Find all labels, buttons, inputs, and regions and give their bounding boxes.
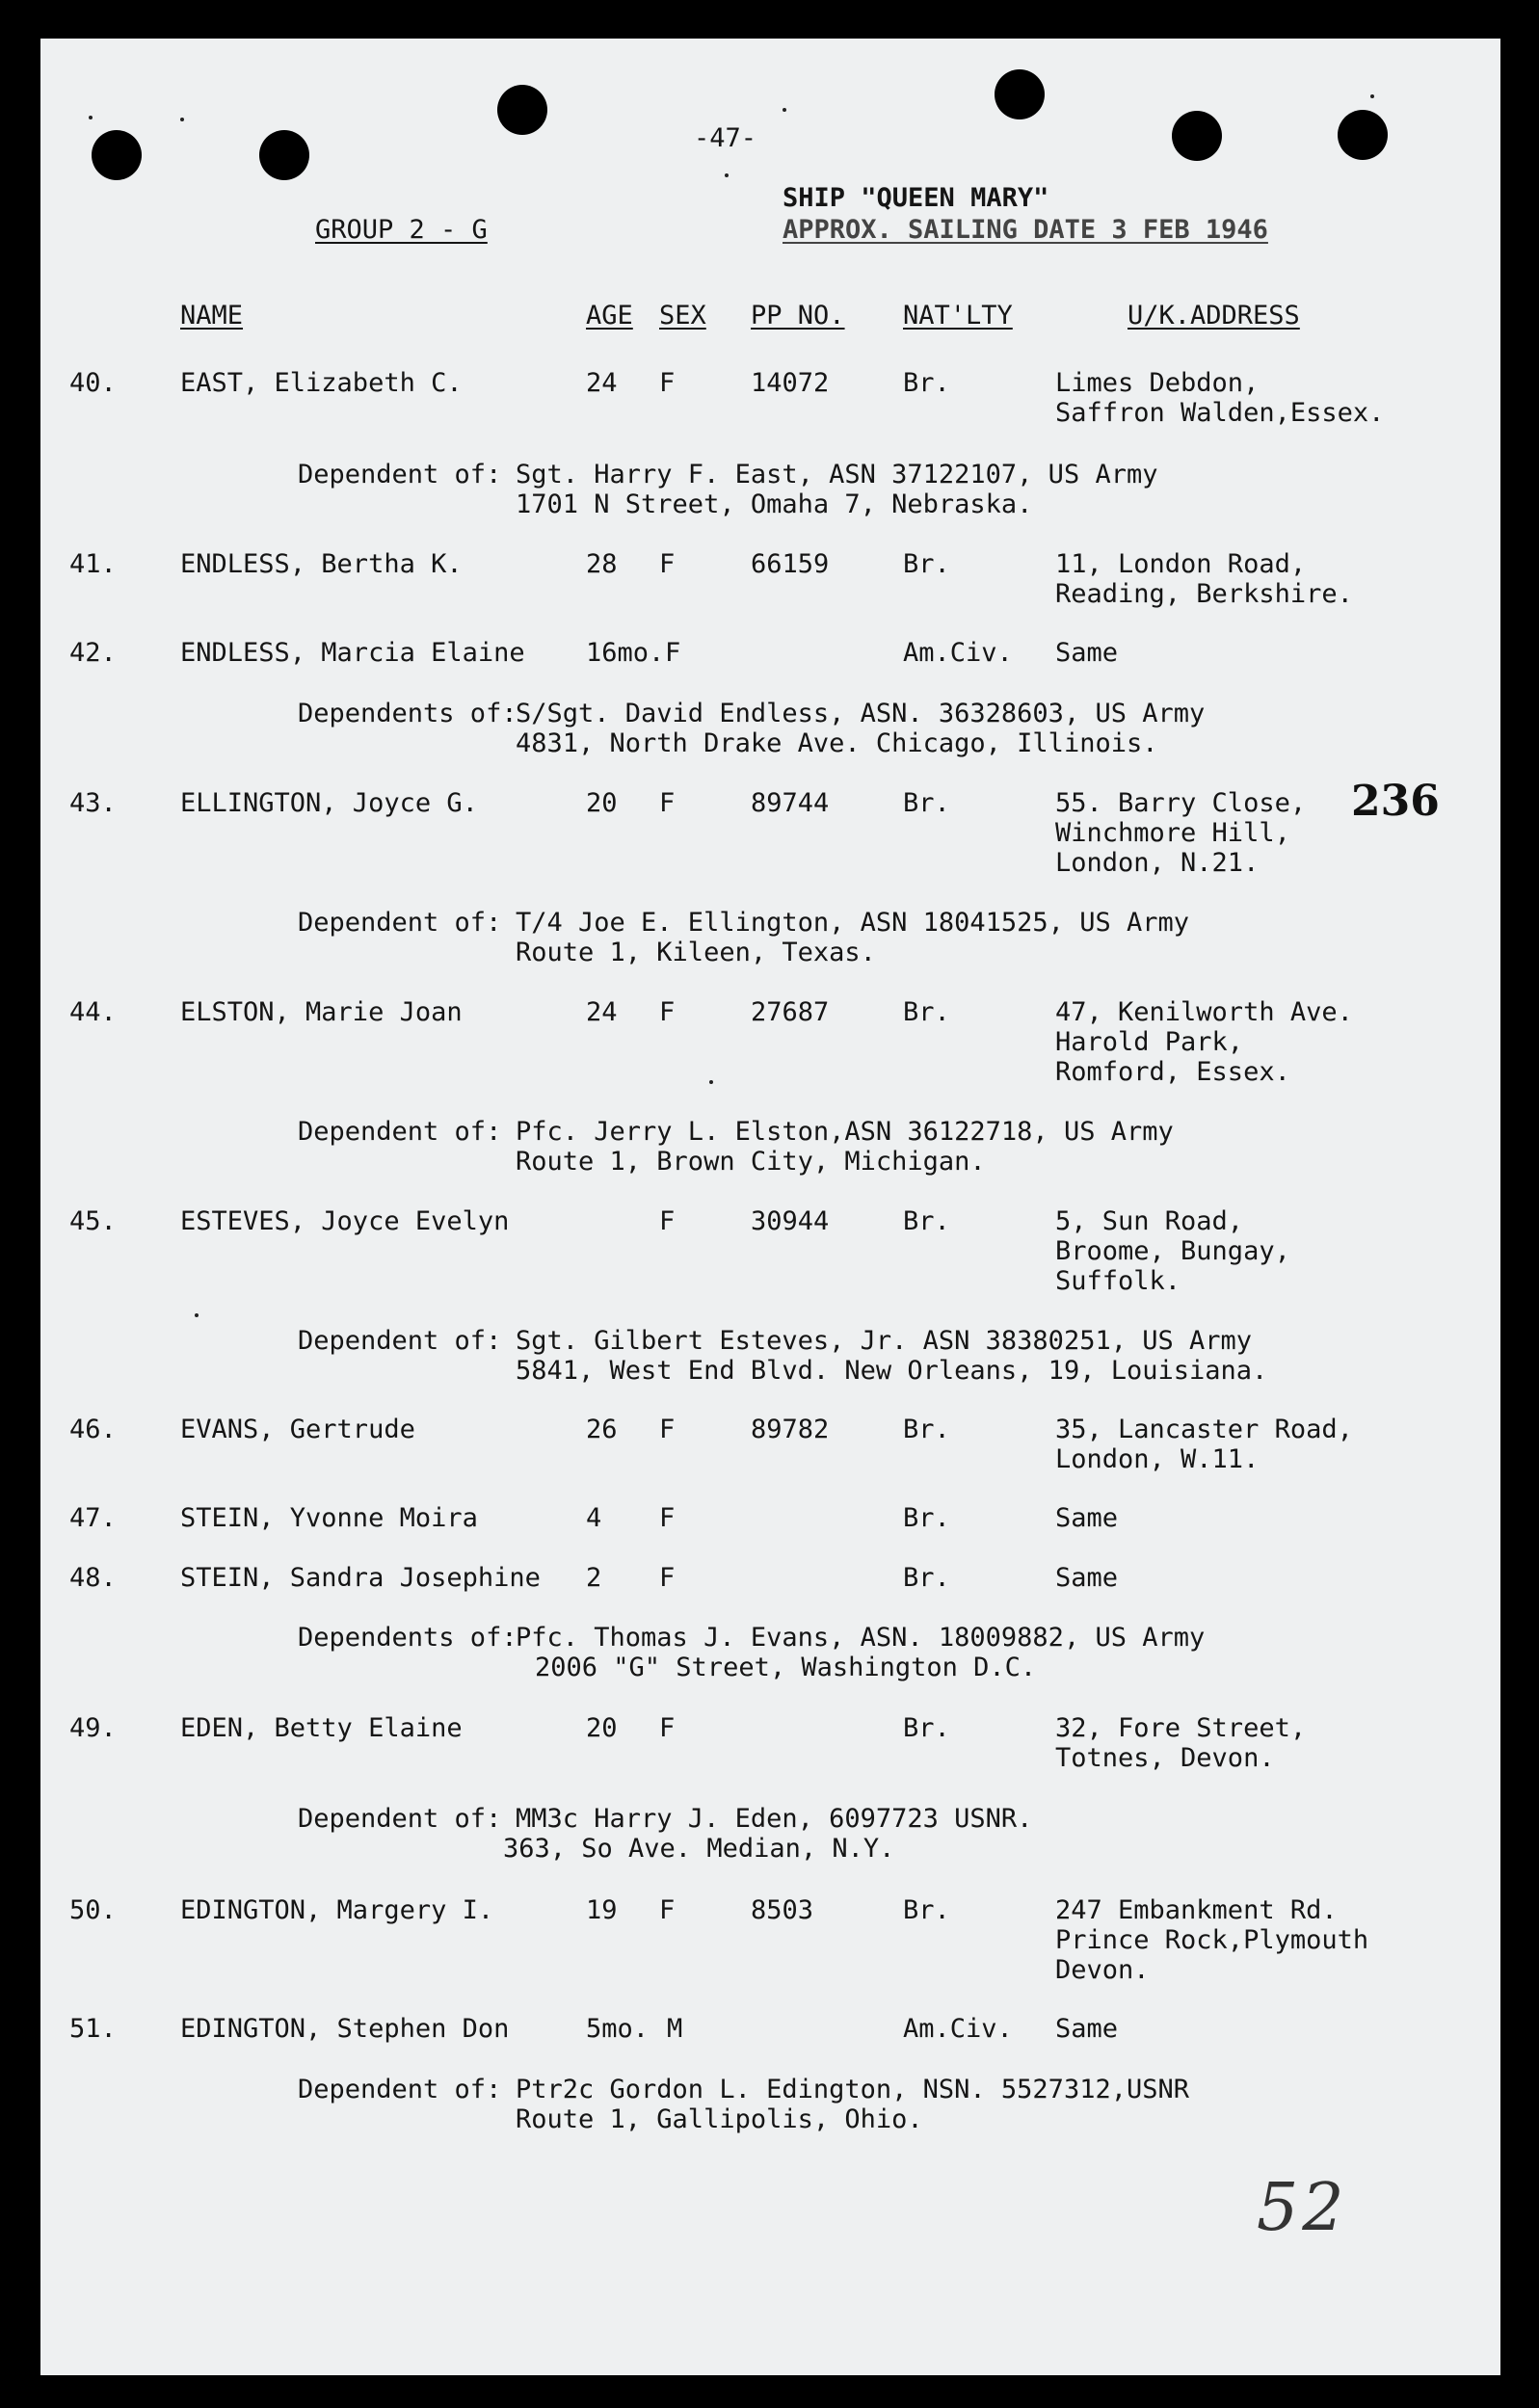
dependent-sponsor: S/Sgt. David Endless, ASN. 36328603, US Army	[516, 699, 1206, 728]
entry-number: 46.	[69, 1415, 117, 1444]
dependent-label: Dependent of:	[298, 1117, 502, 1147]
entry-name: STEIN, Yvonne Moira	[180, 1503, 478, 1533]
dependent-address: Route 1, Kileen, Texas.	[516, 938, 876, 967]
entry-address-line: Same	[1055, 1503, 1119, 1533]
dependent-label: Dependents of:	[298, 1623, 517, 1653]
dependent-label: Dependent of:	[298, 2075, 502, 2104]
entry-number: 45.	[69, 1206, 117, 1236]
entry-address-line: Winchmore Hill,	[1055, 818, 1290, 848]
column-header-address: U/K.ADDRESS	[1128, 301, 1300, 331]
entry-pp-no: 27687	[751, 997, 830, 1027]
entry-pp-no: 30944	[751, 1206, 830, 1236]
entry-address-line: 247 Embankment Rd.	[1055, 1895, 1338, 1925]
punch-hole-5	[1172, 111, 1222, 161]
entry-sex: F	[659, 997, 676, 1027]
entry-address-line: Broome, Bungay,	[1055, 1236, 1290, 1266]
entry-address-line: Same	[1055, 638, 1119, 668]
entry-name: ELLINGTON, Joyce G.	[180, 788, 478, 818]
dependent-address: 2006 "G" Street, Washington D.C.	[535, 1653, 1037, 1682]
entry-nationality: Br.	[903, 1563, 950, 1593]
entry-sex: F	[659, 1503, 676, 1533]
entry-age: 26	[586, 1415, 618, 1444]
entry-name: ESTEVES, Joyce Evelyn	[180, 1206, 510, 1236]
column-header-name: NAME	[180, 301, 244, 331]
entry-nationality: Br.	[903, 1713, 950, 1743]
speck	[709, 1080, 713, 1084]
entry-number: 44.	[69, 997, 117, 1027]
group-label: GROUP 2 - G	[315, 215, 488, 245]
dependent-label: Dependent of:	[298, 1326, 502, 1356]
entry-number: 50.	[69, 1895, 117, 1925]
entry-age: 5mo.	[586, 2014, 650, 2044]
entry-nationality: Br.	[903, 1415, 950, 1444]
entry-sex: M	[667, 2014, 683, 2044]
entry-address-line: 11, London Road,	[1055, 549, 1307, 579]
entry-nationality: Am.Civ.	[903, 2014, 1013, 2044]
dependent-sponsor: T/4 Joe E. Ellington, ASN 18041525, US Army	[516, 908, 1189, 938]
entry-sex: F	[659, 1713, 676, 1743]
entry-nationality: Br.	[903, 997, 950, 1027]
column-header-pp-no: PP NO.	[751, 301, 845, 331]
entry-sex: F	[665, 638, 681, 668]
entry-address-line: Totnes, Devon.	[1055, 1743, 1275, 1773]
entry-nationality: Br.	[903, 1206, 950, 1236]
entry-number: 48.	[69, 1563, 117, 1593]
entry-address-line: Reading, Berkshire.	[1055, 579, 1353, 609]
entry-number: 43.	[69, 788, 117, 818]
dependent-label: Dependent of:	[298, 1804, 502, 1834]
entry-name: EDEN, Betty Elaine	[180, 1713, 463, 1743]
entry-name: ELSTON, Marie Joan	[180, 997, 463, 1027]
entry-address-line: Saffron Walden,Essex.	[1055, 398, 1385, 428]
dependent-sponsor: Pfc. Thomas J. Evans, ASN. 18009882, US Army	[516, 1623, 1206, 1653]
entry-nationality: Br.	[903, 788, 950, 818]
entry-address-line: Harold Park,	[1055, 1027, 1244, 1057]
entry-address-line: 35, Lancaster Road,	[1055, 1415, 1353, 1444]
entry-address-line: 32, Fore Street,	[1055, 1713, 1307, 1743]
entry-address-line: Devon.	[1055, 1955, 1150, 1985]
speck	[783, 108, 786, 112]
entry-sex: F	[659, 1415, 676, 1444]
entry-pp-no: 89782	[751, 1415, 830, 1444]
entry-number: 51.	[69, 2014, 117, 2044]
dependent-sponsor: Sgt. Gilbert Esteves, Jr. ASN 38380251, US Army	[516, 1326, 1253, 1356]
entry-sex: F	[659, 1563, 676, 1593]
speck	[1370, 94, 1374, 98]
entry-address-line: 55. Barry Close,	[1055, 788, 1307, 818]
entry-sex: F	[659, 549, 676, 579]
speck	[180, 118, 184, 121]
speck	[89, 116, 93, 119]
entry-nationality: Br.	[903, 1895, 950, 1925]
entry-name: ENDLESS, Bertha K.	[180, 549, 463, 579]
entry-sex: F	[659, 1895, 676, 1925]
entry-sex: F	[659, 368, 676, 398]
entry-address-line: Romford, Essex.	[1055, 1057, 1290, 1087]
punch-hole-6	[1338, 110, 1388, 160]
entry-age: 4	[586, 1503, 602, 1533]
entry-name: EVANS, Gertrude	[180, 1415, 415, 1444]
dependent-sponsor: Pfc. Jerry L. Elston,ASN 36122718, US Army	[516, 1117, 1174, 1147]
entry-sex: F	[659, 1206, 676, 1236]
dependent-sponsor: MM3c Harry J. Eden, 6097723 USNR.	[516, 1804, 1033, 1834]
entry-age: 20	[586, 1713, 618, 1743]
punch-hole-1	[92, 130, 142, 180]
dependent-address: 5841, West End Blvd. New Orleans, 19, Louisiana.	[516, 1356, 1268, 1386]
speck	[725, 173, 729, 177]
column-header-natlty: NAT'LTY	[903, 301, 1013, 331]
entry-nationality: Br.	[903, 368, 950, 398]
entry-number: 49.	[69, 1713, 117, 1743]
sailing-date: APPROX. SAILING DATE 3 FEB 1946	[783, 215, 1268, 245]
stamped-page-number: 236	[1351, 777, 1440, 826]
dependent-address: 363, So Ave. Median, N.Y.	[503, 1834, 895, 1864]
entry-number: 47.	[69, 1503, 117, 1533]
column-header-sex: SEX	[659, 301, 706, 331]
page-number: -47-	[694, 123, 757, 153]
dependent-label: Dependents of:	[298, 699, 517, 728]
ship-name: SHIP "QUEEN MARY"	[783, 183, 1049, 213]
dependent-sponsor: Ptr2c Gordon L. Edington, NSN. 5527312,USNR	[516, 2075, 1189, 2104]
punch-hole-2	[259, 130, 309, 180]
entry-age: 28	[586, 549, 618, 579]
entry-age: 24	[586, 368, 618, 398]
entry-name: EDINGTON, Stephen Don	[180, 2014, 510, 2044]
entry-number: 40.	[69, 368, 117, 398]
entry-age: 16mo.	[586, 638, 665, 668]
entry-pp-no: 8503	[751, 1895, 814, 1925]
dependent-address: Route 1, Gallipolis, Ohio.	[516, 2104, 923, 2134]
entry-number: 41.	[69, 549, 117, 579]
entry-address-line: Limes Debdon,	[1055, 368, 1260, 398]
entry-age: 24	[586, 997, 618, 1027]
entry-name: EDINGTON, Margery I.	[180, 1895, 494, 1925]
entry-name: EAST, Elizabeth C.	[180, 368, 463, 398]
entry-address-line: Same	[1055, 2014, 1119, 2044]
dependent-address: 1701 N Street, Omaha 7, Nebraska.	[516, 490, 1033, 519]
entry-number: 42.	[69, 638, 117, 668]
entry-pp-no: 66159	[751, 549, 830, 579]
dependent-address: Route 1, Brown City, Michigan.	[516, 1147, 986, 1177]
column-header-age: AGE	[586, 301, 633, 331]
entry-sex: F	[659, 788, 676, 818]
entry-address-line: 47, Kenilworth Ave.	[1055, 997, 1353, 1027]
entry-pp-no: 14072	[751, 368, 830, 398]
entry-address-line: London, W.11.	[1055, 1444, 1260, 1474]
document-sheet	[40, 39, 1500, 2375]
entry-pp-no: 89744	[751, 788, 830, 818]
entry-address-line: Suffolk.	[1055, 1266, 1181, 1296]
dependent-label: Dependent of:	[298, 460, 502, 490]
entry-age: 2	[586, 1563, 602, 1593]
entry-name: ENDLESS, Marcia Elaine	[180, 638, 525, 668]
entry-address-line: Same	[1055, 1563, 1119, 1593]
entry-name: STEIN, Sandra Josephine	[180, 1563, 541, 1593]
handwritten-number: 52	[1257, 2170, 1348, 2246]
entry-address-line: 5, Sun Road,	[1055, 1206, 1244, 1236]
punch-hole-4	[995, 69, 1045, 119]
entry-nationality: Am.Civ.	[903, 638, 1013, 668]
entry-address-line: London, N.21.	[1055, 848, 1260, 878]
entry-nationality: Br.	[903, 549, 950, 579]
dependent-label: Dependent of:	[298, 908, 502, 938]
entry-nationality: Br.	[903, 1503, 950, 1533]
punch-hole-3	[497, 85, 547, 135]
dependent-address: 4831, North Drake Ave. Chicago, Illinois.	[516, 728, 1158, 758]
speck	[195, 1313, 199, 1317]
entry-age: 19	[586, 1895, 618, 1925]
entry-address-line: Prince Rock,Plymouth	[1055, 1925, 1369, 1955]
entry-age: 20	[586, 788, 618, 818]
dependent-sponsor: Sgt. Harry F. East, ASN 37122107, US Army	[516, 460, 1158, 490]
